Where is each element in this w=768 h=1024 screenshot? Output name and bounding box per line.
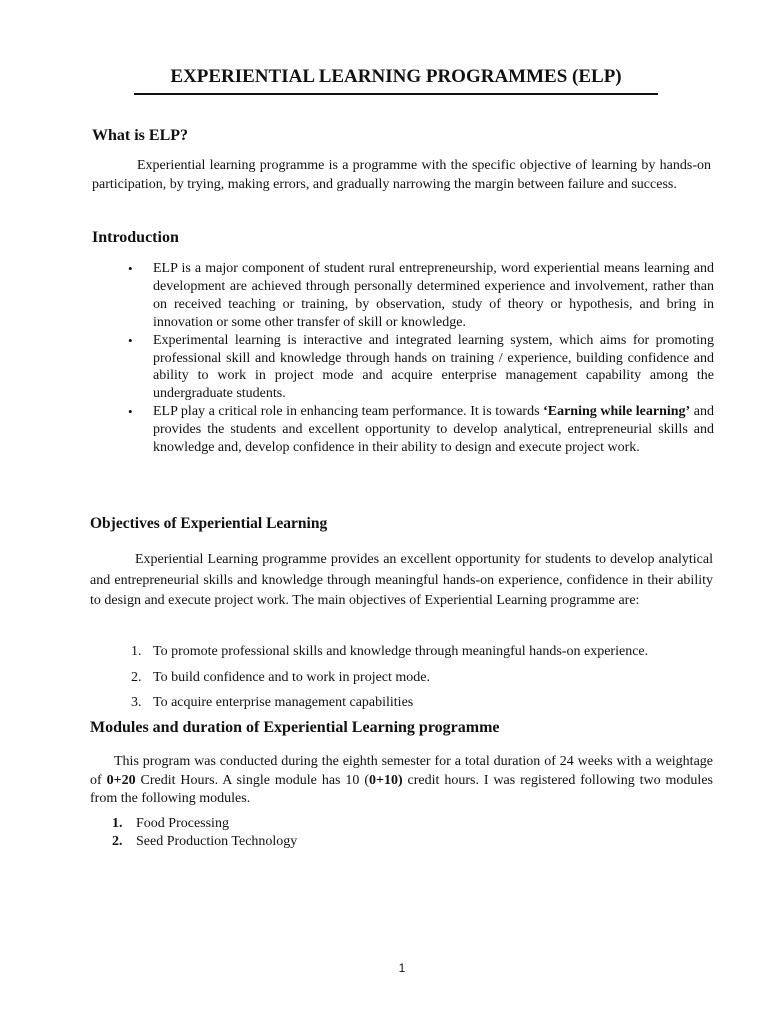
- list-text: To build confidence and to work in project mode.: [153, 669, 430, 685]
- modules-credit-single: 0+10): [368, 772, 403, 788]
- bullet-text: Experimental learning is interactive and integrated learning system, which aims for promoting professional skill and knowledge through hands on training / experience, building confidence and ability to work in project mode and acquire enterprise management capability among the undergraduate students.: [153, 332, 714, 402]
- list-item: [128, 332, 714, 404]
- list-number: 3.: [131, 695, 142, 710]
- bullet-text: ELP is a major component of student rural entrepreneurship, word experiential means learning and development are achieved through personally determined experience and involvement, rather than on received teaching or training, by observation, study of theory or hypothesis, and bring in innovation or some other transfer of skill or knowledge.: [153, 261, 714, 330]
- bullet-icon: •: [128, 332, 133, 348]
- modules-text-1: This program was conducted during the eighth semester for a total duration of 24 weeks with a weightage of: [90, 754, 713, 788]
- objectives-paragraph: Experiential Learning programme provides an excellent opportunity for students to develop analytical and entrepreneurial skills and knowledge through meaningful hands-on experience, confidence in their ability to design and execute project work. The main objectives of Experiential Learning programme are:: [90, 552, 713, 608]
- list-item: [128, 403, 714, 457]
- introduction-heading: Introduction: [92, 229, 179, 246]
- list-item: [128, 690, 728, 716]
- list-item: [112, 833, 512, 851]
- bullet-icon: •: [128, 404, 133, 420]
- page-number: 1: [398, 961, 406, 975]
- bullet-icon: •: [128, 261, 133, 276]
- what-is-elp-heading: What is ELP?: [92, 127, 189, 144]
- list-number: 1.: [131, 644, 142, 659]
- list-number: 2.: [131, 669, 142, 685]
- bullet-emphasis: ‘Earning while learning’: [543, 404, 691, 420]
- modules-heading: Modules and duration of Experiential Learning programme: [90, 719, 500, 736]
- modules-text-2: Credit Hours. A single module has 10 (: [135, 772, 369, 788]
- list-number: 1.: [112, 816, 123, 831]
- list-text: To promote professional skills and knowledge through meaningful hands-on experience.: [153, 644, 649, 659]
- list-item: [128, 665, 728, 691]
- list-number: 2.: [112, 834, 123, 849]
- list-item: [128, 639, 728, 665]
- list-item: [128, 260, 714, 332]
- list-item: [112, 815, 512, 833]
- what-is-elp-paragraph: Experiential learning programme is a programme with the specific objective of learning by hands-on participation, by trying, making errors, and gradually narrowing the margin between failure and success.: [92, 158, 711, 192]
- modules-credit-total: 0+20: [106, 772, 136, 788]
- list-text: To acquire enterprise management capabilities: [153, 695, 414, 710]
- modules-text-3: credit hours. I was registered following two modules from the following modules.: [90, 772, 713, 806]
- bullet-text-end: and provides the students and excellent opportunity to develop analytical, entrepreneurial skills and knowledge and, develop confidence in their ability to design and execute project work.: [153, 404, 714, 456]
- objectives-heading: Objectives of Experiential Learning: [90, 515, 328, 532]
- modules-paragraph: [90, 753, 713, 809]
- document-title: EXPERIENTIAL LEARNING PROGRAMMES (ELP): [170, 66, 622, 87]
- list-text: Food Processing: [136, 816, 229, 831]
- title-underline: [134, 93, 658, 95]
- list-text: Seed Production Technology: [136, 834, 298, 849]
- introduction-bullet-list: [128, 260, 714, 457]
- modules-list: [112, 815, 512, 851]
- bullet-text-start: ELP play a critical role in enhancing team performance. It is towards: [153, 404, 544, 420]
- objectives-list: [128, 639, 728, 716]
